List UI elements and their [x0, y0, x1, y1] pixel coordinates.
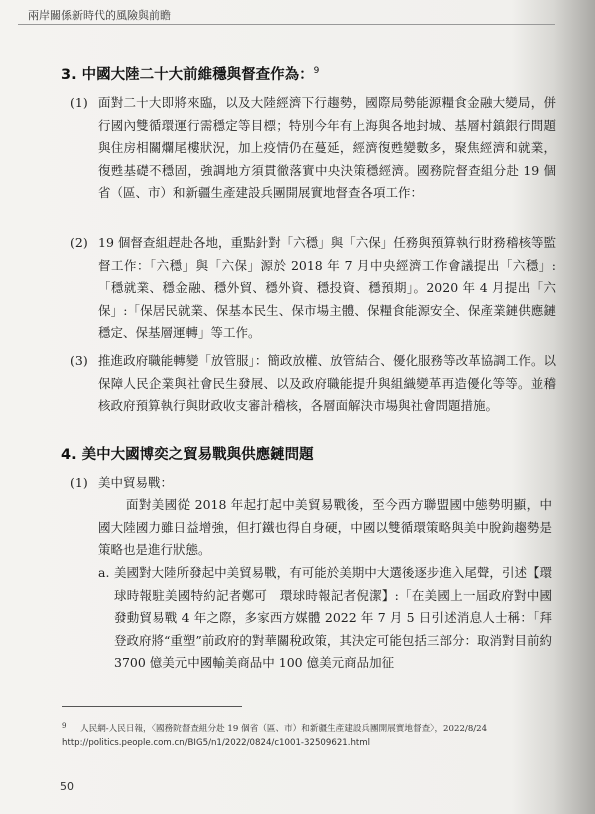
subsection-label: 美中貿易戰：: [98, 475, 174, 490]
list-item: [70, 350, 556, 440]
footnote-citation: 人民網-人民日報，〈國務院督查組分赴 19 個省（區、市）和新疆生產建設兵團開展實地督查〉，2022/8/24: [80, 724, 488, 734]
footnote-mark: 9: [62, 722, 67, 730]
list-item: [70, 92, 556, 232]
running-header: 兩岸關係新時代的風險與前瞻: [28, 9, 171, 22]
list-item-text: 面對二十大即將來臨，以及大陸經濟下行趨勢，國際局勢能源糧食金融大變局，併行國內雙循環運行需穩定等目標；特別今年有上海與各地封城、基層村鎮銀行問題與住房相關爛尾樓狀況，加上疫情仍在蔓延，經濟復甦變數多，聚焦經濟和就業，復甦基礎不穩固，強調地方須貫徹落實中央決策穩經濟。國務院督查組分赴 19 個省（區、市）和新疆生產建設兵團開展實地督查各項工作：: [98, 95, 556, 201]
list-item-text: 推進政府職能轉變「放管服」：簡政放權、放管結合、優化服務等改革協調工作。以保障人民企業與社會民生發展、以及政府職能提升與組織變革再造優化等等。並稽核政府預算執行與財政收支審計稽核，各層面解決市場與社會問題措施。: [98, 353, 556, 414]
footnote-link[interactable]: http://politics.people.com.cn/BIG5/n1/2022/0824/c1001-32509621.html: [62, 738, 371, 748]
list-item-text: 19 個督查組趕赴各地，重點針對「六穩」與「六保」任務與預算執行財務稽核等監督工作：「六穩」與「六保」源於 2018 年 7 月中央經濟工作會議提出「六穩」:「穩就業、穩金融、穩外貿、穩外資、穩投資、穩預期」。2020 年 4 月提出「六保」:「保居民就業、保基本民生、保市場主體、保糧食能源安全、保產業鏈供應鏈穩定、保基層運轉」等工作。: [98, 235, 556, 341]
footnote-reference[interactable]: 9: [313, 66, 320, 77]
page-number: 50: [60, 780, 74, 793]
body-paragraph: 面對美國從 2018 年起打起中美貿易戰後，至今西方聯盟國中態勢明顯，中國大陸國力雖日益增強，但打鐵也得自身硬，中國以雙循環策略與美中脫鉤趨勢是策略也是進行狀態。: [98, 497, 552, 558]
footnote-divider: [62, 706, 242, 707]
list-item: [70, 232, 556, 347]
section-4-title: 4. 美中大國博奕之貿易戰與供應鏈問題: [61, 447, 314, 463]
list-item-number: (2): [70, 235, 88, 250]
list-item-number: (1): [70, 95, 88, 110]
list-item-number: (3): [70, 353, 88, 368]
subsection-number: (1): [70, 475, 88, 490]
sub-item-letter: a.: [98, 565, 110, 580]
sub-item-text: 美國對大陸所發起中美貿易戰，有可能於美期中大選後逐步進入尾聲，引述【環球時報駐美國特約記者鄭可 環球時報記者倪潔】:「在美國上一屆政府對中國發動貿易戰 4 年之際，多家西方媒體 2022 年 7 月 5 日引述消息人士稱：「拜登政府將“重塑”前政府的對華關稅政策，其決定可能包括三部分：取消對目前約 3700 億美元中國輸美商品中 100 億美元商品加征: [114, 565, 552, 671]
section-3-title-text: 3. 中國大陸二十大前維穩與督查作為：: [61, 67, 314, 83]
footnote-body: [62, 722, 556, 750]
header-divider: [18, 24, 555, 25]
section-3-title: [61, 63, 319, 84]
